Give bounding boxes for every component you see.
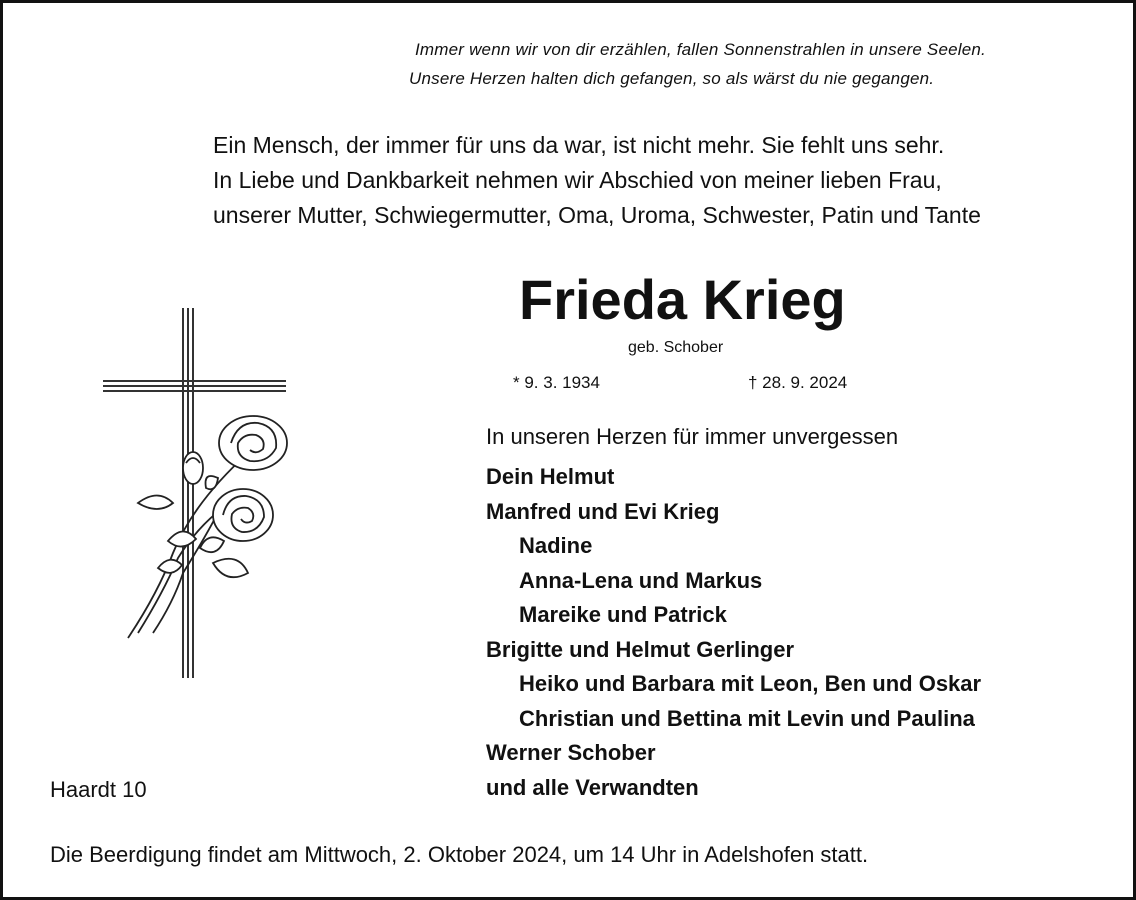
mourner-line: Manfred und Evi Krieg — [486, 498, 720, 524]
mourner-line: Dein Helmut — [486, 464, 615, 489]
mourner-line: Anna-Lena und Markus — [519, 567, 763, 593]
mourners-list — [486, 460, 981, 805]
mourner-line: Christian und Bettina mit Levin und Paulina — [519, 705, 975, 731]
poem-line-1: Immer wenn wir von dir erzählen, fallen Sonnenstrahlen in unsere Seelen. — [415, 40, 986, 59]
motto: In unseren Herzen für immer unvergessen — [486, 424, 899, 449]
mourner-line: Heiko und Barbara mit Leon, Ben und Oskar — [519, 671, 982, 696]
birth-date: * 9. 3. 1934 — [513, 373, 600, 392]
intro-line-2: In Liebe und Dankbarkeit nehmen wir Abschied von meiner lieben Frau, — [213, 167, 942, 193]
deceased-name: Frieda Krieg — [519, 268, 846, 331]
mourner-line: Nadine — [519, 533, 593, 558]
cross-with-roses-icon — [98, 303, 298, 693]
intro-line-3: unserer Mutter, Schwiegermutter, Oma, Uroma, Schwester, Patin und Tante — [213, 202, 981, 228]
death-date: † 28. 9. 2024 — [748, 373, 848, 392]
funeral-notice: Die Beerdigung findet am Mittwoch, 2. Oktober 2024, um 14 Uhr in Adelshofen statt. — [50, 842, 869, 867]
mourner-line: Mareike und Patrick — [519, 602, 727, 627]
intro-line-1: Ein Mensch, der immer für uns da war, ist nicht mehr. Sie fehlt uns sehr. — [213, 132, 945, 158]
mourner-line: Brigitte und Helmut Gerlinger — [486, 636, 795, 662]
address: Haardt 10 — [50, 777, 147, 802]
poem-line-2: Unsere Herzen halten dich gefangen, so als wärst du nie gegangen. — [409, 69, 935, 88]
mourner-line: Werner Schober — [486, 740, 656, 765]
intro-text — [213, 128, 981, 233]
mourner-line: und alle Verwandten — [486, 774, 699, 800]
birth-name: geb. Schober — [628, 339, 724, 356]
